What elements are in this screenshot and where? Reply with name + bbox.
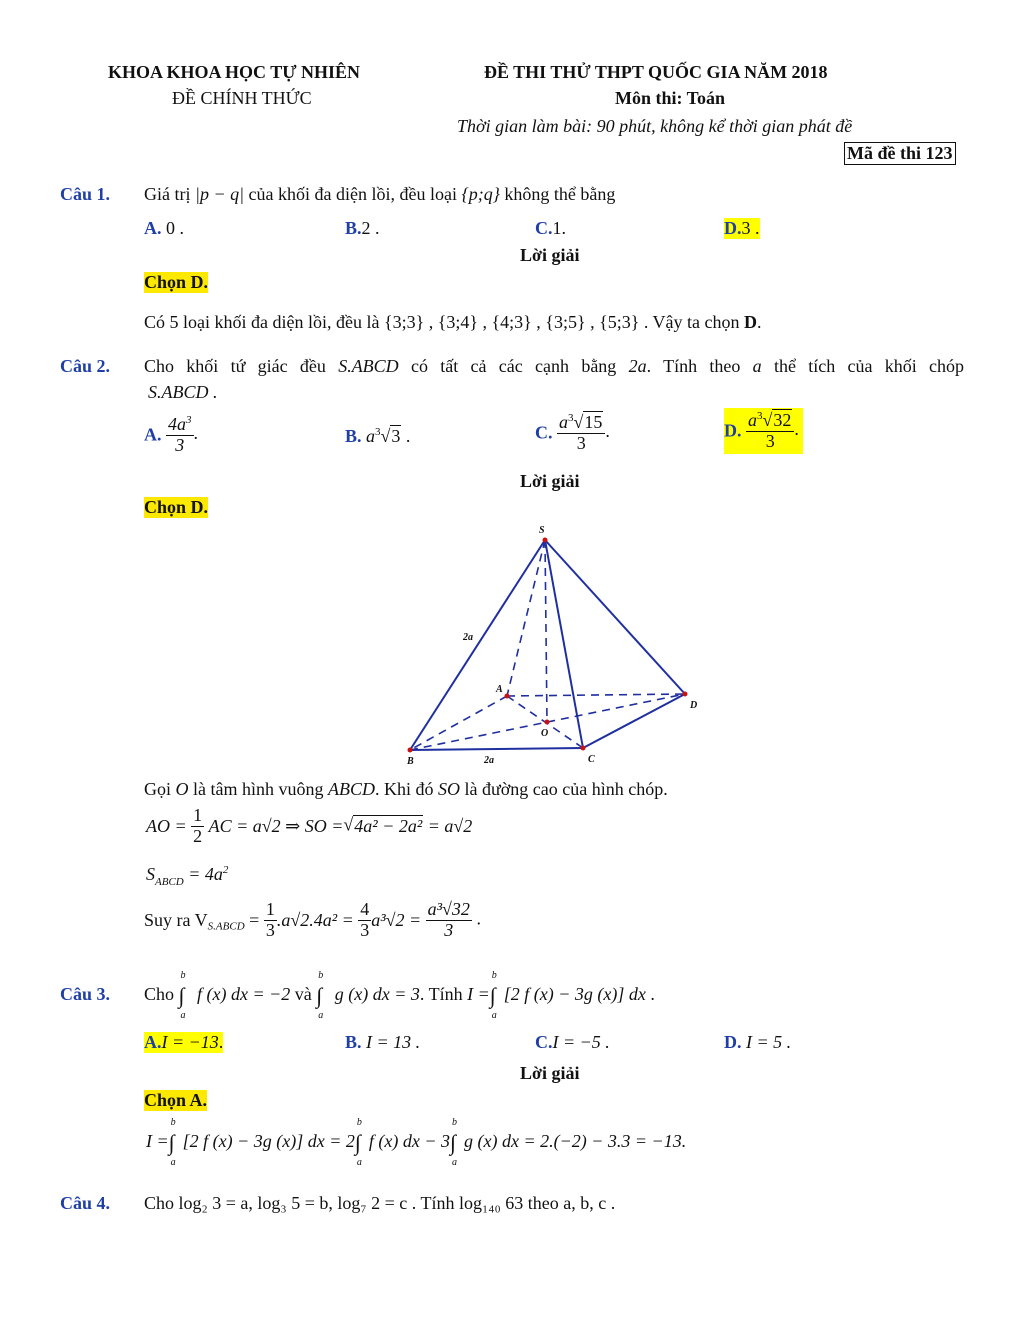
q2-text-c: . Tính theo xyxy=(646,356,741,376)
label-A: A xyxy=(496,684,503,695)
q1-explain-dot: . xyxy=(757,312,762,332)
q3-sol-i1-lower: a xyxy=(170,1156,176,1168)
q3-int1-lower: a xyxy=(180,1009,186,1021)
q2-opt-a-num: 4a xyxy=(168,414,186,434)
q3-text-b: . Tính xyxy=(419,984,463,1004)
vertex-S-dot xyxy=(543,538,548,543)
q3-sol-int2: f (x) dx − 3 xyxy=(368,1131,451,1151)
vertex-A-dot xyxy=(505,694,510,699)
q2-v-f2-den: 3 xyxy=(360,919,370,940)
q2-opt-d-fraction: $\frac{a^3√32}{3}$ xyxy=(746,410,794,452)
question-1-label: Câu 1. xyxy=(60,184,111,204)
question-4-text: Cho log₂ 3 = a, log₃ 5 = b, log₇ 2 = c . Tính log₁₄₀ 63 theo a, b, c . xyxy=(144,1193,616,1213)
q3-integral-3-sign: ∫ b a xyxy=(489,969,497,1021)
question-2-text xyxy=(144,356,964,377)
q3-option-b[interactable] xyxy=(345,1032,420,1053)
q3-sol-integral-2: ∫ b a xyxy=(354,1116,362,1168)
q2-option-c[interactable]: C. $\frac{a^3√15}{3}$ . xyxy=(535,412,610,453)
q1-opt-c-letter: C. xyxy=(535,218,553,238)
q3-sol-i1-upper: b xyxy=(170,1116,176,1128)
q3-opt-a-value: I = −13 xyxy=(161,1032,219,1052)
q1-opt-d-value: 3 . xyxy=(741,218,760,238)
question-2-label: Câu 2. xyxy=(60,356,111,376)
q2-v-f1-den: 3 xyxy=(265,919,275,940)
q3-int2-lower: a xyxy=(318,1009,324,1021)
q3-opt-a-letter: A. xyxy=(144,1032,162,1052)
exam-title: ĐỀ THI THỬ THPT QUỐC GIA NĂM 2018 xyxy=(484,62,828,82)
q3-opt-d-letter: D. xyxy=(724,1032,742,1052)
q2-v-f1-num: 1 xyxy=(265,899,275,919)
q2-solution-AO: AO = $\frac{1}{2}$ AC = a√2 ⇒ SO =√4a² − 2a² = a√2 xyxy=(146,805,473,846)
center-O-dot xyxy=(545,720,550,725)
question-3-text xyxy=(144,969,655,1021)
q3-option-c[interactable] xyxy=(535,1032,610,1053)
q2-solution-line1 xyxy=(144,779,668,800)
q2-text-a: Cho khối tứ giác đều xyxy=(144,356,326,376)
q2-opt-c-num: a xyxy=(559,412,568,432)
q3-sol-int1: [2 f (x) − 3g (x)] dx = 2 xyxy=(182,1131,355,1151)
q1-text-a: Giá trị xyxy=(144,184,191,204)
q2-ao-mid: AC = a√2 ⇒ SO = xyxy=(208,815,344,836)
q2-opt-d-den: 3 xyxy=(765,430,775,451)
edge-SO xyxy=(545,540,547,722)
q2-v-d: a³√2 = xyxy=(371,909,422,930)
q2-sol-SO: SO xyxy=(437,779,460,799)
q2-opt-c-letter: C. xyxy=(535,422,553,443)
label-edge-SB: 2a xyxy=(463,632,473,643)
q2-expr-solid: S.ABCD xyxy=(338,356,399,376)
q3-int2-expr: g (x) dx = 3 xyxy=(334,984,420,1004)
q1-option-c[interactable] xyxy=(535,218,566,239)
question-1-text xyxy=(144,184,615,205)
q1-opt-d-letter: D. xyxy=(724,218,742,238)
q2-s: S xyxy=(146,864,155,884)
q3-int1-upper: b xyxy=(180,969,186,981)
q2-ao-rad: 4a² − 2a² xyxy=(354,815,423,836)
q1-text-b: của khối đa diện lồi, đều loại xyxy=(248,184,457,204)
q3-sol-i3-lower: a xyxy=(452,1156,458,1168)
q2-v-frac3 xyxy=(426,900,472,941)
q2-sol-a: Gọi xyxy=(144,779,171,799)
q3-int2-upper: b xyxy=(318,969,324,981)
q2-opt-c-fraction: $\frac{a^3√15}{3}$ xyxy=(557,412,605,454)
q2-solution-area: $S_{ABCD} = 4a^2$ xyxy=(146,864,229,888)
q2-ao-left: AO = xyxy=(146,815,187,836)
subject: Môn thi: Toán xyxy=(615,88,726,108)
vertex-B-dot xyxy=(408,748,413,753)
q2-line2: S.ABCD . xyxy=(148,382,218,402)
q3-integral-1-sign: ∫ b a xyxy=(178,969,186,1021)
q3-answer-choice: Chọn A. xyxy=(144,1090,208,1110)
q3-text-dot: . xyxy=(650,984,655,1004)
q1-opt-c-value: 1. xyxy=(552,218,566,238)
exam-code: Mã đề thi 123 xyxy=(844,142,956,165)
q2-ao-half-den: 2 xyxy=(193,825,203,846)
edge-SD xyxy=(545,540,685,694)
q3-sol-int3: g (x) dx = 2.(−2) − 3.3 = −13. xyxy=(464,1131,687,1151)
q2-v-c: .a√2.4a² = xyxy=(276,909,354,930)
q2-text-d: thể tích của khối chóp xyxy=(773,356,965,376)
edge-BC xyxy=(410,748,583,750)
q2-v-f2-num: 4 xyxy=(360,899,370,919)
q2-opt-d-letter: D. xyxy=(724,420,742,441)
edge-SA xyxy=(507,540,545,696)
q3-int1-expr: f (x) dx = −2 xyxy=(197,984,291,1004)
q2-sol-c: . Khi đó xyxy=(374,779,434,799)
question-3-label: Câu 3. xyxy=(60,984,111,1004)
q2-v-frac2 xyxy=(358,900,371,941)
q1-solution-heading: Lời giải xyxy=(520,245,580,265)
official-label: ĐỀ CHÍNH THỨC xyxy=(172,88,312,108)
q2-ao-half-num: 1 xyxy=(193,805,203,825)
question-4-label: Câu 4. xyxy=(60,1193,111,1213)
q2-solution-heading: Lời giải xyxy=(520,471,580,491)
edge-SC xyxy=(545,540,583,748)
q1-expr-pq: |p − q| xyxy=(195,184,245,204)
q2-s-val: = 4a xyxy=(188,864,223,884)
q2-answer-choice: Chọn D. xyxy=(144,497,209,517)
q2-sol-O: O xyxy=(175,779,189,799)
q1-opt-a-value: 0 . xyxy=(166,218,184,238)
q2-opt-b-rad: 3 xyxy=(391,426,401,446)
q3-sol-prefix: I = xyxy=(146,1131,169,1151)
q2-opt-b-letter: B. xyxy=(345,426,362,446)
q1-explanation xyxy=(144,312,762,333)
q1-option-d[interactable] xyxy=(724,218,760,239)
q3-opt-b-value: I = 13 . xyxy=(366,1032,421,1052)
edge-SB xyxy=(410,540,545,750)
label-edge-BC: 2a xyxy=(484,755,494,766)
pyramid-figure xyxy=(395,520,715,770)
q2-opt-a-fraction: $\frac{4a^3}{3}$ xyxy=(168,414,192,455)
q1-opt-a-letter: A. xyxy=(144,218,162,238)
q3-opt-d-value: I = 5 . xyxy=(746,1032,792,1052)
q3-solution-heading: Lời giải xyxy=(520,1063,580,1083)
label-B: B xyxy=(407,756,414,767)
q1-opt-b-value: 2 . xyxy=(361,218,380,238)
q2-v-b: = xyxy=(249,909,260,930)
q3-int3-prefix: I = xyxy=(467,984,490,1004)
q3-opt-b-letter: B. xyxy=(345,1032,362,1052)
q2-option-b[interactable]: B. $a^3√3$ . xyxy=(345,426,411,446)
q2-ao-end: = a√2 xyxy=(427,815,473,836)
q2-ao-half xyxy=(191,806,204,847)
q2-sol-b: là tâm hình vuông xyxy=(193,779,324,799)
q1-option-b[interactable] xyxy=(345,218,380,239)
q3-integral-2-sign: ∫ b a xyxy=(316,969,324,1021)
q1-expr-type: {p;q} xyxy=(461,184,500,204)
vertex-C-dot xyxy=(581,746,586,751)
q3-sol-integral-1: ∫ b a xyxy=(168,1116,176,1168)
q2-v-a: Suy ra V xyxy=(144,909,208,930)
edge-CD xyxy=(583,694,685,748)
q2-v-f3-num: a³√32 xyxy=(427,899,470,919)
school-name: KHOA KHOA HỌC TỰ NHIÊN xyxy=(108,62,361,82)
q3-int3-upper: b xyxy=(491,969,497,981)
q2-opt-a-letter: A. xyxy=(144,424,162,445)
q2-v-sub: S.ABCD xyxy=(207,920,245,933)
label-S: S xyxy=(539,525,545,536)
q1-opt-b-letter: B. xyxy=(345,218,362,238)
q1-answer-choice: Chọn D. xyxy=(144,272,209,292)
q3-option-d[interactable] xyxy=(724,1032,791,1053)
label-C: C xyxy=(588,754,595,765)
q2-v-frac1 xyxy=(264,900,277,941)
q3-opt-c-value: I = −5 . xyxy=(552,1032,610,1052)
q1-explain-text: Có 5 loại khối đa diện lồi, đều là {3;3} , {3;4} , {4;3} , {3;5} , {5;3} . Vậy ta chọn xyxy=(144,312,740,332)
q2-expr-var: a xyxy=(752,356,762,376)
q2-option-d[interactable]: D. $\frac{a^3√32}{3}$ . xyxy=(724,408,803,454)
label-O: O xyxy=(541,728,549,739)
q3-int3-expr: [2 f (x) − 3g (x)] dx xyxy=(503,984,646,1004)
q3-sol-i3-upper: b xyxy=(452,1116,458,1128)
q1-option-a[interactable] xyxy=(144,218,184,239)
q1-explain-end: D xyxy=(744,312,758,332)
edge-AD xyxy=(507,694,685,696)
time-allowed: Thời gian làm bài: 90 phút, không kể thời gian phát đề xyxy=(457,116,853,136)
q3-opt-c-letter: C. xyxy=(535,1032,553,1052)
q3-text-and: và xyxy=(294,984,312,1004)
q1-text-c: không thể bằng xyxy=(504,184,616,204)
q3-solution xyxy=(146,1116,687,1168)
q2-expr-edge: 2a xyxy=(628,356,647,376)
q2-sol-d: là đường cao của hình chóp. xyxy=(464,779,668,799)
q3-sol-i2-upper: b xyxy=(356,1116,362,1128)
q3-sol-i2-lower: a xyxy=(356,1156,362,1168)
q2-opt-c-rad: 15 xyxy=(584,412,603,432)
q2-opt-a-den: 3 xyxy=(175,434,185,455)
q3-text-a: Cho xyxy=(144,984,175,1004)
q3-option-a[interactable]: A.I = −13. xyxy=(144,1032,224,1052)
edge-AB xyxy=(410,696,507,750)
q2-text-b: có tất cả các cạnh bằng xyxy=(410,356,617,376)
q2-opt-d-num: a xyxy=(748,410,757,430)
q2-solution-volume: Suy ra $V_{S.ABCD}$ = $\frac{1}{3}$ .a√2.4a² = $\frac{4}{3}$ a³√2 = $\frac{\text{a³√32}}{3}$ . xyxy=(144,899,481,940)
vertex-D-dot xyxy=(683,692,688,697)
q3-sol-integral-3: ∫ b a xyxy=(450,1116,458,1168)
label-D: D xyxy=(690,700,698,711)
q2-sol-sq: ABCD xyxy=(327,779,375,799)
q2-opt-b-value: a xyxy=(366,426,376,446)
q3-int3-lower: a xyxy=(491,1009,497,1021)
q2-opt-c-den: 3 xyxy=(576,432,586,453)
q2-opt-d-rad: 32 xyxy=(773,410,792,430)
q2-s-sub: ABCD xyxy=(155,876,184,888)
q2-option-a[interactable]: A. $\frac{4a^3}{3}$ . xyxy=(144,414,198,455)
q2-v-f3-den: 3 xyxy=(444,919,454,940)
